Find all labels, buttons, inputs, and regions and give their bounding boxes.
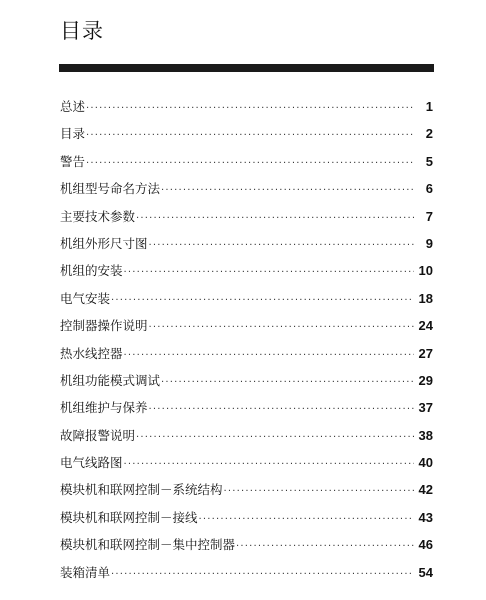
toc-entry-title: 控制器操作说明 — [60, 318, 148, 334]
toc-entry-title: 模块机和联网控制－接线 — [60, 509, 198, 525]
toc-entry-page-number: 38 — [418, 427, 433, 443]
toc-entry-title: 电气安装 — [60, 290, 111, 306]
toc-entry-title: 电气线路图 — [60, 455, 123, 471]
toc-entry[interactable] — [60, 312, 433, 339]
toc-entry[interactable] — [60, 120, 433, 147]
toc-entry[interactable] — [60, 340, 433, 367]
dot-leader — [136, 424, 414, 451]
toc-entry[interactable] — [60, 422, 433, 449]
dot-leader — [199, 506, 414, 533]
toc-entry[interactable] — [60, 559, 433, 586]
dot-leader — [161, 177, 414, 204]
toc-entry-page-number: 37 — [418, 400, 433, 416]
toc-entry-page-number: 54 — [418, 564, 433, 580]
toc-entry-title: 装箱清单 — [60, 564, 111, 580]
toc-entry[interactable] — [60, 257, 433, 284]
dot-leader — [149, 314, 414, 341]
dot-leader — [124, 451, 414, 478]
dot-leader — [124, 259, 414, 286]
toc-entry-page-number: 2 — [425, 126, 433, 142]
toc-entry-page-number: 46 — [418, 537, 433, 553]
toc-entry-title: 机组外形尺寸图 — [60, 235, 148, 251]
toc-entry[interactable] — [60, 230, 433, 257]
toc-entry-page-number: 10 — [418, 263, 433, 279]
toc-entry-title: 目录 — [60, 126, 86, 142]
title-divider — [59, 64, 434, 72]
dot-leader — [124, 342, 414, 369]
toc-entry[interactable] — [60, 476, 433, 503]
toc-entry-title: 热水线控器 — [60, 345, 123, 361]
toc-entry-page-number: 6 — [425, 181, 433, 197]
toc-entry[interactable] — [60, 93, 433, 120]
toc-entry[interactable] — [60, 504, 433, 531]
dot-leader — [86, 122, 414, 149]
toc-entry[interactable] — [60, 285, 433, 312]
toc-entry-title: 机组维护与保养 — [60, 400, 148, 416]
dot-leader — [111, 561, 414, 588]
dot-leader — [86, 150, 414, 177]
toc-entry-page-number: 27 — [418, 345, 433, 361]
dot-leader — [236, 533, 414, 560]
dot-leader — [149, 232, 414, 259]
toc-entry[interactable] — [60, 367, 433, 394]
toc-entry-page-number: 7 — [425, 208, 433, 224]
toc-entry-title: 机组功能模式调试 — [60, 372, 161, 388]
toc-entry-title: 警告 — [60, 153, 86, 169]
toc-entry-page-number: 40 — [418, 455, 433, 471]
toc-entry-title: 主要技术参数 — [60, 208, 136, 224]
toc-entry-page-number: 43 — [418, 509, 433, 525]
toc-entry[interactable] — [60, 148, 433, 175]
dot-leader — [224, 478, 414, 505]
dot-leader — [86, 95, 414, 122]
table-of-contents — [60, 93, 433, 586]
toc-entry-page-number: 9 — [425, 235, 433, 251]
toc-entry-title: 模块机和联网控制－系统结构 — [60, 482, 223, 498]
toc-entry-title: 机组的安装 — [60, 263, 123, 279]
dot-leader — [136, 205, 414, 232]
toc-entry-title: 模块机和联网控制－集中控制器 — [60, 537, 236, 553]
dot-leader — [111, 287, 414, 314]
toc-entry-page-number: 29 — [418, 372, 433, 388]
toc-entry-title: 总述 — [60, 99, 86, 114]
toc-entry[interactable] — [60, 203, 433, 230]
toc-entry[interactable] — [60, 531, 433, 558]
toc-entry[interactable] — [60, 449, 433, 476]
toc-entry-page-number: 5 — [425, 153, 433, 169]
toc-entry-title: 故障报警说明 — [60, 427, 136, 443]
toc-entry[interactable] — [60, 175, 433, 202]
toc-entry-page-number: 24 — [418, 318, 433, 334]
toc-entry-page-number: 1 — [425, 99, 433, 114]
toc-entry[interactable] — [60, 394, 433, 421]
toc-entry-page-number: 42 — [418, 482, 433, 498]
dot-leader — [149, 396, 414, 423]
page-title: 目录 — [60, 19, 104, 43]
toc-entry-title: 机组型号命名方法 — [60, 181, 161, 197]
dot-leader — [161, 369, 414, 396]
toc-entry-page-number: 18 — [418, 290, 433, 306]
